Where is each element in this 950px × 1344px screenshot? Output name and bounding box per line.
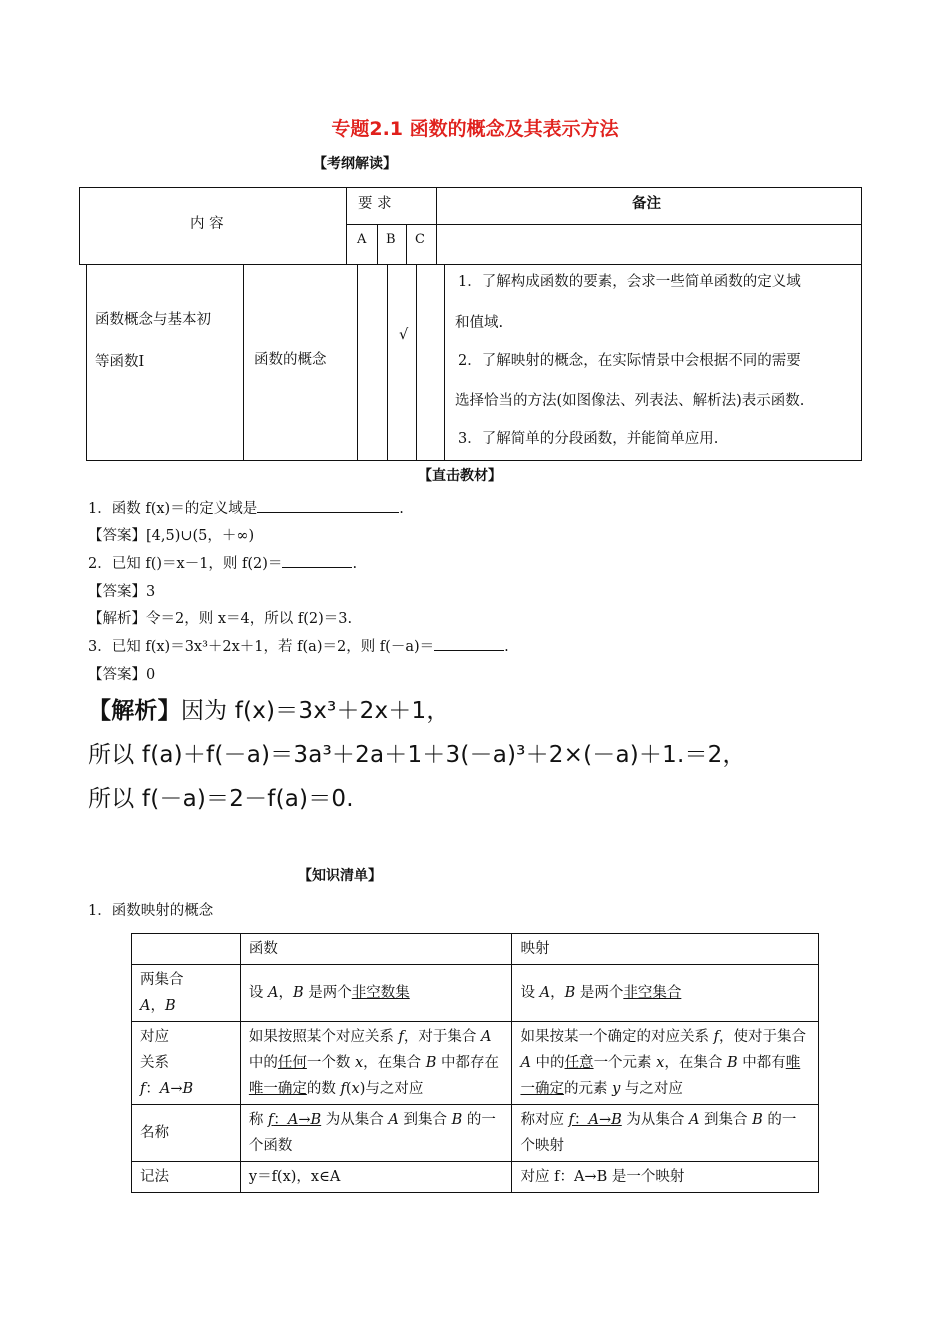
topic-line-1: 函数概念与基本初 bbox=[95, 312, 211, 328]
remark-line-3: 2．了解映射的概念，在实际情景中会根据不同的需要 bbox=[458, 353, 801, 369]
row-function: 设 A，B 是两个非空数集 bbox=[240, 965, 512, 1022]
row-mapping: 如果按某一个确定的对应关系 f，使对于集合 A 中的任意一个元素 x，在集合 B 中都有唯一确定的元素 y 与之对应 bbox=[512, 1022, 819, 1105]
level-c: C bbox=[415, 232, 425, 247]
row-mapping: 称对应 f：A→B 为从集合 A 到集合 B 的一个映射 bbox=[512, 1105, 819, 1162]
answer-3: 【答案】0 bbox=[88, 667, 156, 683]
question-3: 3．已知 f(x)＝3x³＋2x＋1，若 f(a)＝2，则 f(－a)＝ . bbox=[88, 639, 509, 655]
solution-line-2: 所以 f(a)＋f(－a)＝3a³＋2a＋1＋3(－a)³＋2×(－a)＋1.＝2， bbox=[88, 742, 746, 768]
question-2: 2．已知 f()＝x－1，则 f(2)＝ . bbox=[88, 556, 358, 572]
row-label: 名称 bbox=[132, 1105, 241, 1162]
row-function: 如果按照某个对应关系 f，对于集合 A 中的任何一个数 x，在集合 B 中都存在唯一确定的数 f(x)与之对应 bbox=[240, 1022, 512, 1105]
level-a: A bbox=[357, 232, 367, 247]
table-row bbox=[132, 1162, 819, 1193]
remark-line-4: 选择恰当的方法(如图像法、列表法、解析法)表示函数. bbox=[455, 393, 805, 409]
solution-line-1: 【解析】因为 f(x)＝3x³＋2x＋1， bbox=[88, 698, 450, 724]
table-header-row bbox=[132, 934, 819, 965]
table-row bbox=[132, 1105, 819, 1162]
row-mapping: 设 A，B 是两个非空集合 bbox=[512, 965, 819, 1022]
function-mapping-table bbox=[131, 933, 819, 1193]
textbook-heading: 【直击教材】 bbox=[418, 468, 502, 484]
header-content: 内 容 bbox=[190, 216, 224, 232]
question-1: 1．函数 f(x)＝的定义域是 . bbox=[88, 501, 404, 517]
header-require: 要 求 bbox=[358, 196, 392, 212]
topic-line-2: 等函数Ⅰ bbox=[95, 354, 145, 370]
table-row bbox=[132, 965, 819, 1022]
knowledge-heading: 【知识清单】 bbox=[298, 868, 382, 884]
table-header-mapping: 映射 bbox=[512, 934, 819, 965]
header-remark: 备注 bbox=[632, 196, 661, 212]
table-header-function: 函数 bbox=[240, 934, 512, 965]
row-mapping: 对应 f：A→B 是一个映射 bbox=[512, 1162, 819, 1193]
knowledge-item-1: 1．函数映射的概念 bbox=[88, 903, 214, 919]
exam-outline-heading: 【考纲解读】 bbox=[313, 156, 397, 172]
answer-2: 【答案】3 bbox=[88, 584, 156, 600]
answer-1: 【答案】[4,5)∪(5，＋∞) bbox=[88, 528, 255, 544]
row-function: y＝f(x)，x∈A bbox=[240, 1162, 512, 1193]
row-label: 记法 bbox=[132, 1162, 241, 1193]
explanation-2: 【解析】令＝2，则 x＝4，所以 f(2)＝3. bbox=[88, 611, 353, 627]
remark-line-5: 3．了解简单的分段函数，并能简单应用. bbox=[458, 431, 719, 447]
solution-line-3: 所以 f(－a)＝2－f(a)＝0. bbox=[88, 786, 354, 812]
row-label: 两集合 A，B bbox=[132, 965, 241, 1022]
row-label: 对应 关系 f：A→B bbox=[132, 1022, 241, 1105]
remark-line-2: 和值域. bbox=[455, 315, 504, 331]
check-mark: √ bbox=[399, 327, 409, 343]
page-title: 专题2.1 函数的概念及其表示方法 bbox=[331, 118, 619, 140]
level-b: B bbox=[386, 232, 396, 247]
subtopic: 函数的概念 bbox=[254, 352, 327, 368]
table-row bbox=[132, 1022, 819, 1105]
row-function: 称 f：A→B 为从集合 A 到集合 B 的一个函数 bbox=[240, 1105, 512, 1162]
table-header-empty bbox=[132, 934, 241, 965]
remark-line-1: 1．了解构成函数的要素，会求一些简单函数的定义域 bbox=[458, 274, 801, 290]
